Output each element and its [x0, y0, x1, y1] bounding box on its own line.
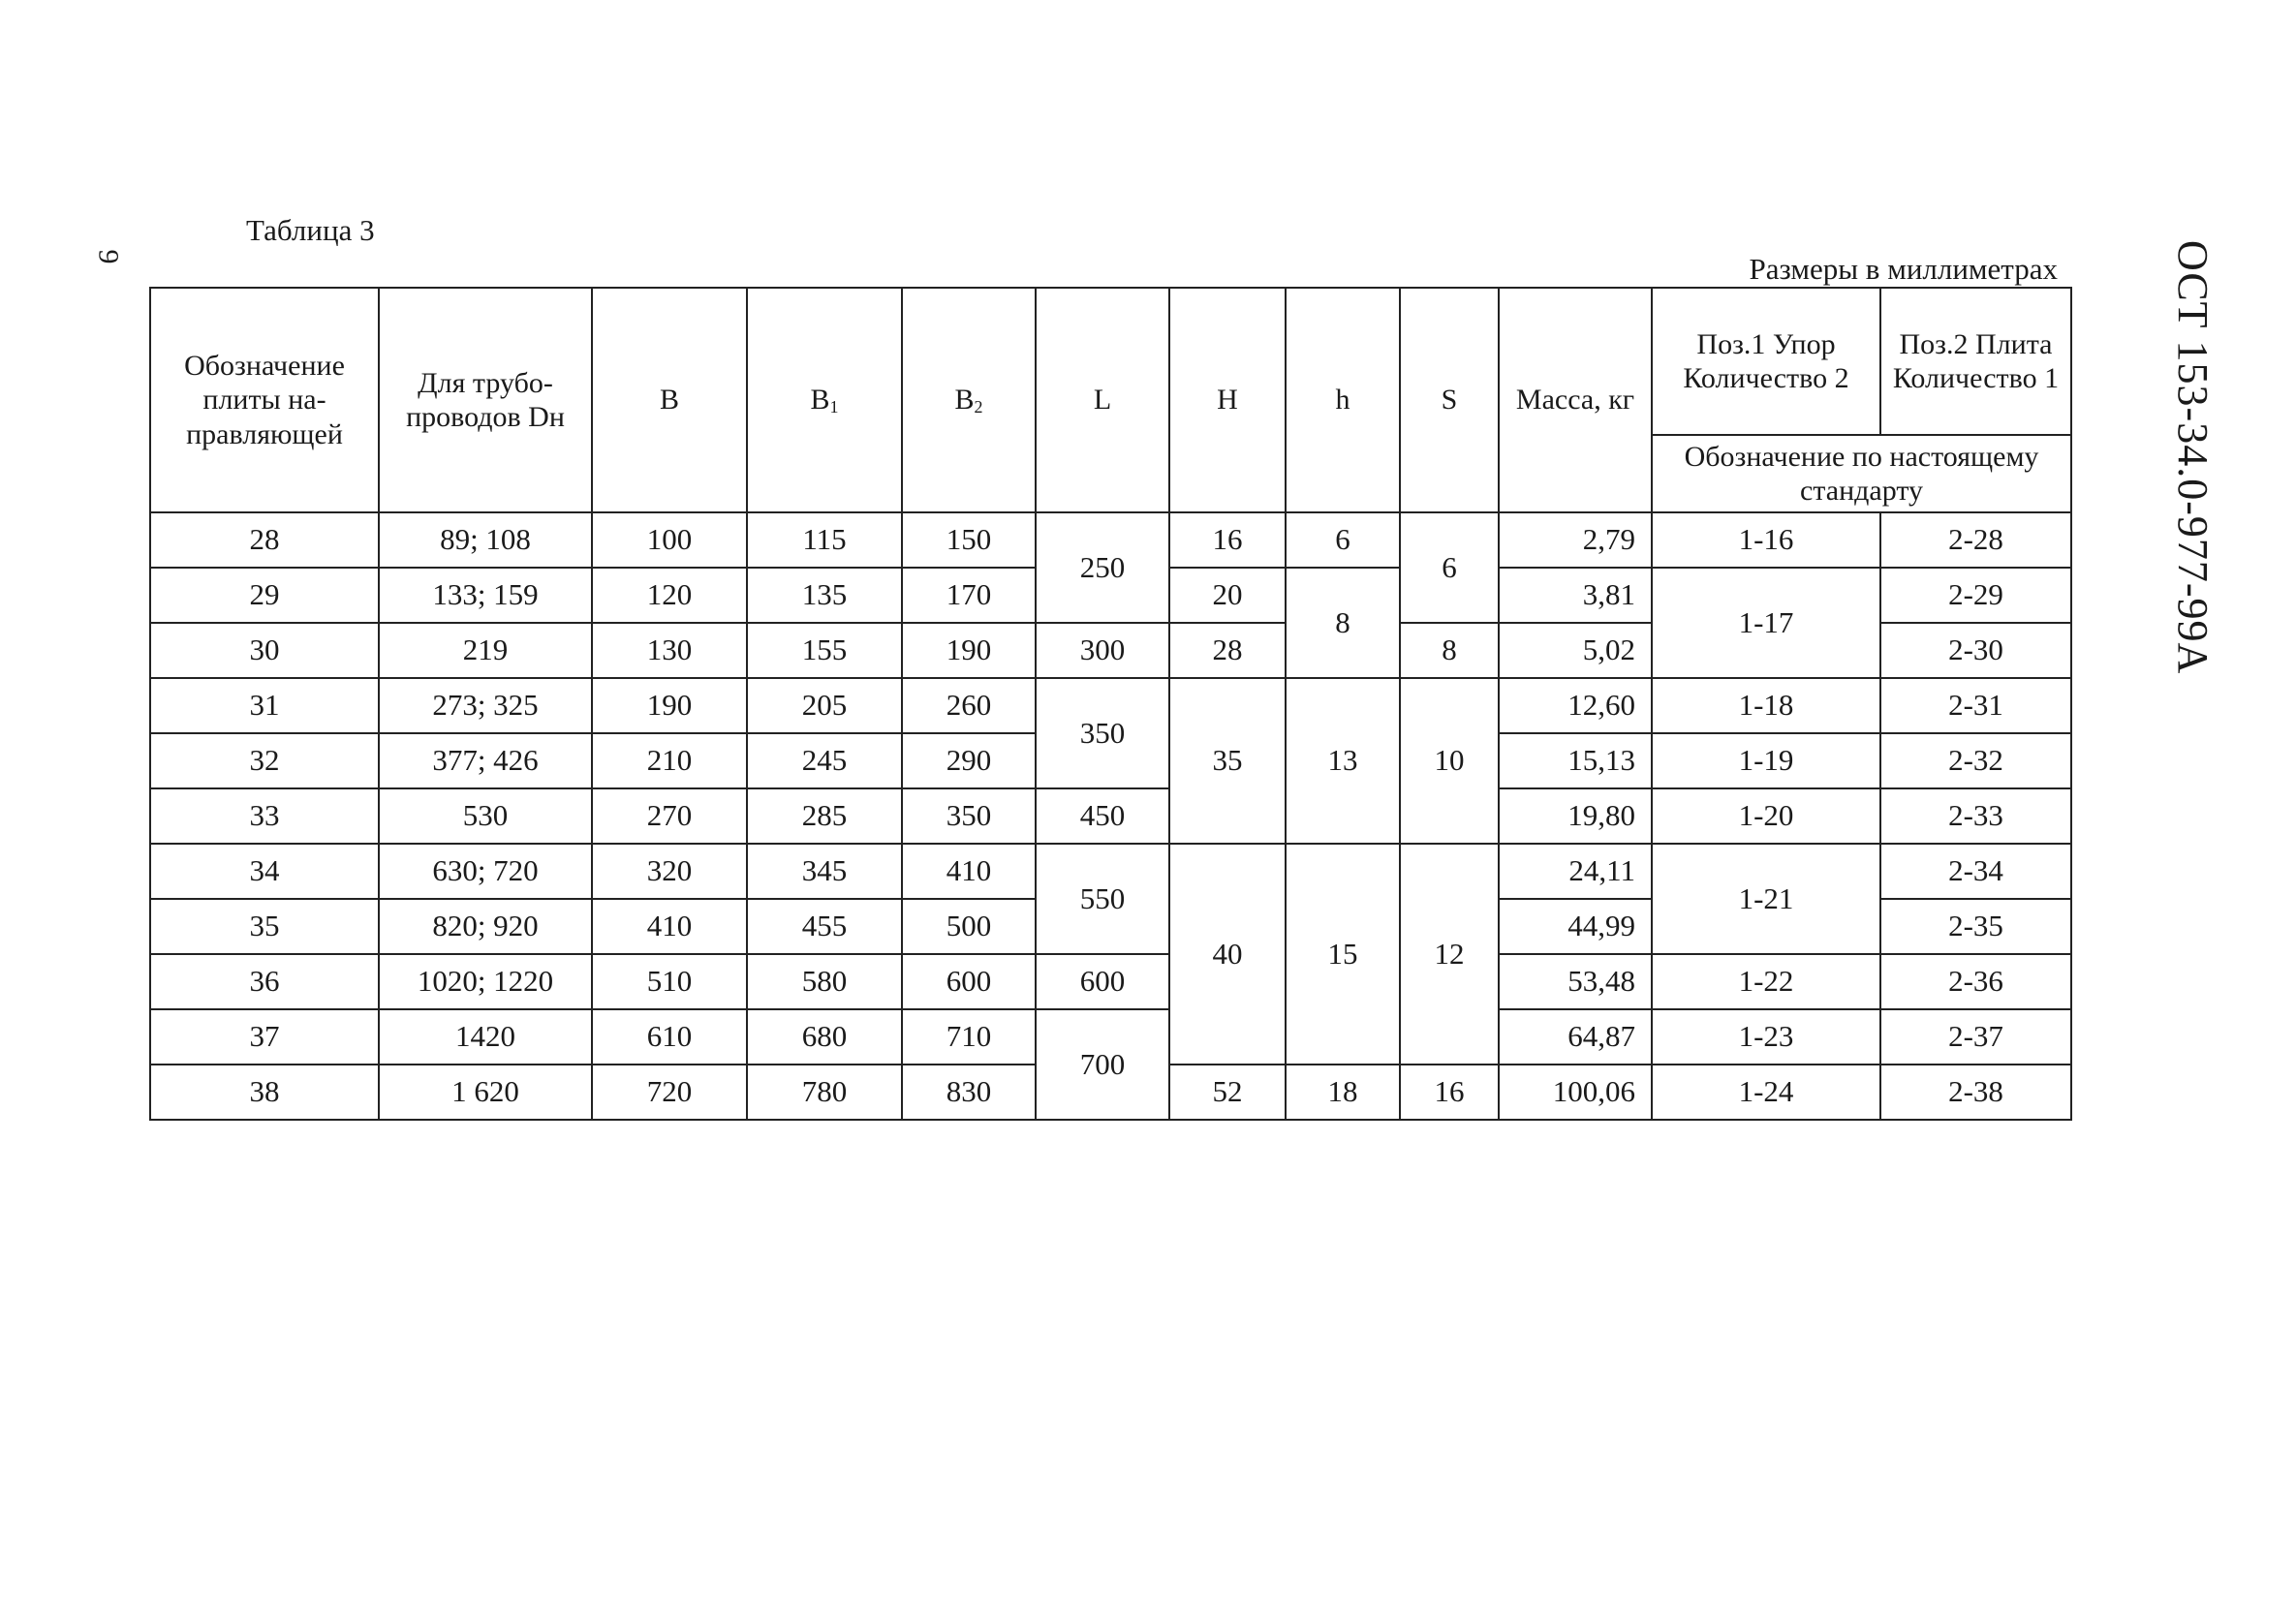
cell-pos1: 1-22 — [1652, 954, 1880, 1009]
cell-b1: 135 — [747, 568, 902, 623]
cell-id: 36 — [150, 954, 379, 1009]
cell-pos2: 2-38 — [1880, 1065, 2071, 1120]
cell-id: 28 — [150, 512, 379, 568]
cell-b1: 205 — [747, 678, 902, 733]
cell-dn: 1020; 1220 — [379, 954, 592, 1009]
cell-mass: 19,80 — [1499, 788, 1652, 844]
cell-mass: 64,87 — [1499, 1009, 1652, 1065]
cell-id: 29 — [150, 568, 379, 623]
cell-pos1: 1-20 — [1652, 788, 1880, 844]
cell-pos1: 1-23 — [1652, 1009, 1880, 1065]
cell-pos2: 2-33 — [1880, 788, 2071, 844]
cell-b1: 455 — [747, 899, 902, 954]
cell-mass: 3,81 — [1499, 568, 1652, 623]
cell-b2: 260 — [902, 678, 1036, 733]
header-l: L — [1036, 288, 1169, 512]
cell-dn: 273; 325 — [379, 678, 592, 733]
cell-dn: 133; 159 — [379, 568, 592, 623]
cell-h-lower: 8 — [1286, 568, 1400, 678]
table-row — [150, 954, 2071, 1009]
cell-pos1: 1-18 — [1652, 678, 1880, 733]
cell-h-upper: 28 — [1169, 623, 1286, 678]
table-row — [150, 844, 2071, 899]
cell-h-upper: 40 — [1169, 844, 1286, 1065]
cell-pos2: 2-29 — [1880, 568, 2071, 623]
cell-b2: 500 — [902, 899, 1036, 954]
cell-id: 38 — [150, 1065, 379, 1120]
header-b: B — [592, 288, 747, 512]
header-pipe: Для трубо- проводов Dн — [379, 288, 592, 512]
cell-mass: 5,02 — [1499, 623, 1652, 678]
cell-b: 720 — [592, 1065, 747, 1120]
cell-b: 610 — [592, 1009, 747, 1065]
table-row — [150, 1009, 2071, 1065]
cell-b1: 115 — [747, 512, 902, 568]
cell-id: 30 — [150, 623, 379, 678]
header-mass: Масса, кг — [1499, 288, 1652, 512]
header-pos1: Поз.1 Упор Количество 2 — [1652, 288, 1880, 435]
cell-l: 300 — [1036, 623, 1169, 678]
cell-b2: 170 — [902, 568, 1036, 623]
cell-dn: 377; 426 — [379, 733, 592, 788]
cell-b: 210 — [592, 733, 747, 788]
cell-pos2: 2-28 — [1880, 512, 2071, 568]
header-b1-letter: B — [810, 383, 830, 416]
cell-b: 320 — [592, 844, 747, 899]
cell-id: 35 — [150, 899, 379, 954]
cell-id: 34 — [150, 844, 379, 899]
cell-id: 33 — [150, 788, 379, 844]
cell-h-lower: 13 — [1286, 678, 1400, 844]
cell-b2: 830 — [902, 1065, 1036, 1120]
cell-mass: 53,48 — [1499, 954, 1652, 1009]
cell-mass: 12,60 — [1499, 678, 1652, 733]
table-row — [150, 678, 2071, 733]
cell-pos2: 2-32 — [1880, 733, 2071, 788]
cell-pos1: 1-19 — [1652, 733, 1880, 788]
cell-h-lower: 6 — [1286, 512, 1400, 568]
cell-pos1: 1-21 — [1652, 844, 1880, 954]
cell-h-upper: 16 — [1169, 512, 1286, 568]
cell-h-upper: 20 — [1169, 568, 1286, 623]
cell-h-lower: 15 — [1286, 844, 1400, 1065]
cell-id: 37 — [150, 1009, 379, 1065]
cell-b2: 600 — [902, 954, 1036, 1009]
cell-dn: 820; 920 — [379, 899, 592, 954]
cell-h-upper: 52 — [1169, 1065, 1286, 1120]
cell-s: 16 — [1400, 1065, 1499, 1120]
cell-b1: 780 — [747, 1065, 902, 1120]
page-number: 9 — [92, 249, 125, 264]
cell-mass: 15,13 — [1499, 733, 1652, 788]
cell-b: 270 — [592, 788, 747, 844]
cell-b2: 150 — [902, 512, 1036, 568]
header-b1 — [747, 288, 902, 512]
cell-pos2: 2-36 — [1880, 954, 2071, 1009]
header-s: S — [1400, 288, 1499, 512]
spec-table — [149, 287, 2072, 1121]
cell-s: 10 — [1400, 678, 1499, 844]
cell-s: 8 — [1400, 623, 1499, 678]
table-caption: Таблица 3 — [246, 213, 375, 247]
cell-b: 510 — [592, 954, 747, 1009]
cell-b: 130 — [592, 623, 747, 678]
cell-b2: 350 — [902, 788, 1036, 844]
header-b2-letter: B — [954, 383, 975, 416]
cell-pos2: 2-34 — [1880, 844, 2071, 899]
cell-l: 550 — [1036, 844, 1169, 954]
cell-b2: 710 — [902, 1009, 1036, 1065]
header-pos2: Поз.2 Плита Количество 1 — [1880, 288, 2071, 435]
cell-pos2: 2-30 — [1880, 623, 2071, 678]
cell-pos2: 2-37 — [1880, 1009, 2071, 1065]
cell-b: 100 — [592, 512, 747, 568]
cell-pos2: 2-35 — [1880, 899, 2071, 954]
cell-l: 450 — [1036, 788, 1169, 844]
cell-pos1: 1-17 — [1652, 568, 1880, 678]
cell-b1: 285 — [747, 788, 902, 844]
units-note: Размеры в миллиметрах — [1749, 252, 2058, 286]
cell-l: 250 — [1036, 512, 1169, 623]
cell-mass: 100,06 — [1499, 1065, 1652, 1120]
cell-b: 410 — [592, 899, 747, 954]
cell-dn: 530 — [379, 788, 592, 844]
header-b1-sub: 1 — [829, 396, 839, 417]
cell-mass: 44,99 — [1499, 899, 1652, 954]
cell-dn: 630; 720 — [379, 844, 592, 899]
cell-s: 6 — [1400, 512, 1499, 623]
cell-dn: 219 — [379, 623, 592, 678]
header-designation: Обозначение плиты на- правляющей — [150, 288, 379, 512]
cell-mass: 24,11 — [1499, 844, 1652, 899]
cell-l: 600 — [1036, 954, 1169, 1009]
cell-b1: 155 — [747, 623, 902, 678]
cell-l: 350 — [1036, 678, 1169, 788]
table-row — [150, 512, 2071, 568]
cell-pos1: 1-24 — [1652, 1065, 1880, 1120]
cell-b2: 290 — [902, 733, 1036, 788]
cell-mass: 2,79 — [1499, 512, 1652, 568]
cell-dn: 1420 — [379, 1009, 592, 1065]
header-h-upper: H — [1169, 288, 1286, 512]
cell-pos2: 2-31 — [1880, 678, 2071, 733]
cell-h-lower: 18 — [1286, 1065, 1400, 1120]
cell-b: 120 — [592, 568, 747, 623]
header-h-lower: h — [1286, 288, 1400, 512]
cell-b2: 190 — [902, 623, 1036, 678]
cell-h-upper: 35 — [1169, 678, 1286, 844]
header-row — [150, 288, 2071, 435]
cell-dn: 1 620 — [379, 1065, 592, 1120]
cell-l: 700 — [1036, 1009, 1169, 1120]
cell-b2: 410 — [902, 844, 1036, 899]
cell-b1: 580 — [747, 954, 902, 1009]
cell-pos1: 1-16 — [1652, 512, 1880, 568]
header-designation-std: Обозначение по настоящему стандарту — [1652, 435, 2071, 512]
header-b2-sub: 2 — [974, 396, 983, 417]
cell-id: 32 — [150, 733, 379, 788]
cell-b: 190 — [592, 678, 747, 733]
header-b2 — [902, 288, 1036, 512]
cell-b1: 245 — [747, 733, 902, 788]
table-row — [150, 788, 2071, 844]
cell-dn: 89; 108 — [379, 512, 592, 568]
cell-b1: 345 — [747, 844, 902, 899]
cell-id: 31 — [150, 678, 379, 733]
cell-s: 12 — [1400, 844, 1499, 1065]
document-code: ОСТ 153-34.0-977-99А — [2169, 240, 2217, 675]
cell-b1: 680 — [747, 1009, 902, 1065]
